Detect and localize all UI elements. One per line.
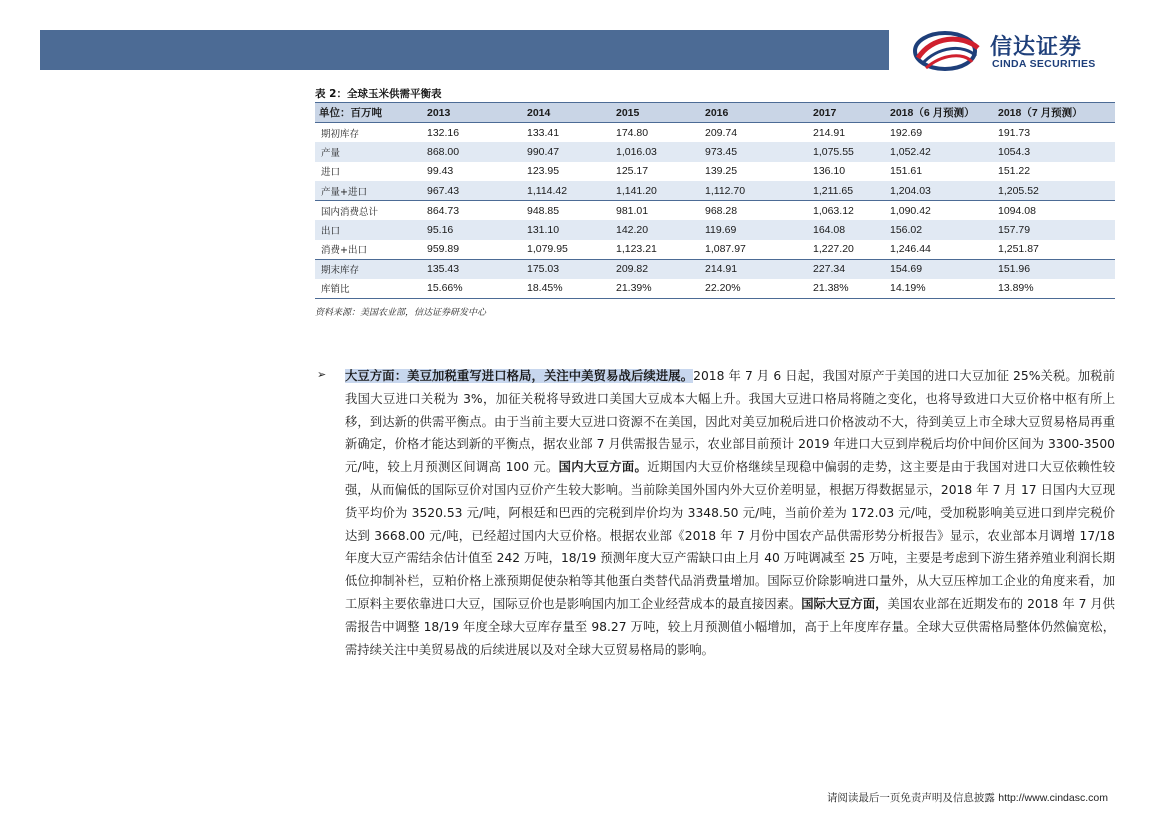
table-header-row xyxy=(315,103,1115,123)
header-bar xyxy=(40,30,889,70)
column-header: 2017 xyxy=(809,103,886,123)
table-cell: 13.89% xyxy=(994,279,1115,299)
paragraph-text: 2018 年 7 月 6 日起，我国对原产于美国的进口大豆加征 25%关税。加税前我国大豆进口关税为 3%，加征关税将导致进口美国大豆成本大幅上升。我国大豆进口格局将随之变化，也将导致进口大豆价格中枢有所上移，到达新的供需平衡点。由于当前主要大豆进口资源不在美国，因此对美豆加税后进口价格波动不大，待到美豆上市全球大豆贸易格局再重新确定，价格才能达到新的平衡点，据农业部 7 月供需报告显示，农业部目前预计 2019 年进口大豆到岸税后均价中间价区间为 3300-3500 元/吨，较上月预测区间调高 100 元。 xyxy=(345,369,1115,475)
row-label-cell: 期末库存 xyxy=(315,259,423,279)
table-cell: 1054.3 xyxy=(994,142,1115,162)
table-cell: 135.43 xyxy=(423,259,523,279)
table-cell: 174.80 xyxy=(616,126,649,139)
section-heading: 大豆方面：美豆加税重写进口格局，关注中美贸易战后续进展。 xyxy=(345,369,694,383)
table-cell: 151.61 xyxy=(890,165,923,178)
table-cell: 131.10 xyxy=(523,220,612,240)
table-cell: 864.73 xyxy=(423,201,523,221)
table-cell: 1,246.44 xyxy=(890,243,931,255)
table-cell: 948.85 xyxy=(523,201,612,221)
table-cell: 959.89 xyxy=(427,243,460,255)
table-cell: 1,123.21 xyxy=(616,243,657,255)
company-logo xyxy=(912,28,1132,76)
table-cell: 175.03 xyxy=(523,259,612,279)
table-cell: 157.79 xyxy=(994,220,1115,240)
disclaimer-notice: 请阅读最后一页免责声明及信息披露 xyxy=(826,792,995,804)
row-label-cell: 消费+出口 xyxy=(321,245,367,256)
table-cell: 21.39% xyxy=(612,279,701,299)
table-cell: 132.16 xyxy=(427,126,460,139)
table-row xyxy=(315,220,1115,240)
table-cell: 973.45 xyxy=(701,142,809,162)
table-cell: 1,141.20 xyxy=(612,181,701,201)
website-link[interactable]: http://www.cindasc.com xyxy=(998,792,1108,804)
column-header: 2015 xyxy=(612,103,701,123)
table-cell: 1,112.70 xyxy=(701,181,809,201)
table-cell: 14.19% xyxy=(886,279,994,299)
table-cell: 1,204.03 xyxy=(886,181,994,201)
table-cell: 154.69 xyxy=(886,259,994,279)
table-cell: 1,052.42 xyxy=(886,142,994,162)
table-cell: 21.38% xyxy=(809,279,886,299)
analysis-paragraph xyxy=(345,365,1115,661)
supply-demand-table xyxy=(315,102,1115,299)
bullet-arrow-icon: ➢ xyxy=(317,368,327,381)
table-cell: 1,075.55 xyxy=(809,142,886,162)
column-header: 2016 xyxy=(701,103,809,123)
row-label-cell: 期初库存 xyxy=(321,128,360,140)
table-cell: 139.25 xyxy=(705,165,738,178)
table-cell: 227.34 xyxy=(809,259,886,279)
table-cell: 22.20% xyxy=(701,279,809,299)
table-row xyxy=(315,279,1115,299)
row-label-cell: 产量+进口 xyxy=(315,181,423,201)
table-cell: 1,016.03 xyxy=(612,142,701,162)
table-cell: 192.69 xyxy=(890,126,923,139)
table-cell: 1,063.12 xyxy=(809,201,886,221)
subsection-heading: 国际大豆方面， xyxy=(801,596,888,611)
cinda-logo-icon xyxy=(912,28,982,74)
table-cell: 209.74 xyxy=(705,126,738,139)
row-label-cell: 出口 xyxy=(315,220,423,240)
table-source-note: 资料来源：美国农业部，信达证券研发中心 xyxy=(315,308,487,318)
column-header: 2018（7 月预测） xyxy=(994,103,1115,123)
table-cell: 214.91 xyxy=(701,259,809,279)
table-cell: 981.01 xyxy=(612,201,701,221)
table-row xyxy=(315,162,1115,182)
brand-name-cn: 信达证券 xyxy=(990,35,1083,60)
table-cell: 868.00 xyxy=(423,142,523,162)
column-header: 单位：百万吨 xyxy=(315,103,423,123)
table-cell: 968.28 xyxy=(701,201,809,221)
table-cell: 1,114.42 xyxy=(523,181,612,201)
table-cell: 1,211.65 xyxy=(809,181,886,201)
table-cell: 15.66% xyxy=(423,279,523,299)
table-cell: 164.08 xyxy=(809,220,886,240)
table-caption: 表 2：全球玉米供需平衡表 xyxy=(315,88,442,100)
row-label-cell: 进口 xyxy=(321,167,341,179)
table-row xyxy=(315,240,1115,260)
table-cell: 1094.08 xyxy=(994,201,1115,221)
table-cell: 1,205.52 xyxy=(994,181,1115,201)
table-cell: 990.47 xyxy=(523,142,612,162)
table-cell: 99.43 xyxy=(427,165,454,178)
page-footer xyxy=(827,790,1108,805)
column-header: 2013 xyxy=(423,103,523,123)
table-cell: 18.45% xyxy=(523,279,612,299)
table-cell: 123.95 xyxy=(527,165,560,178)
table-row xyxy=(315,259,1115,279)
table-cell: 967.43 xyxy=(423,181,523,201)
table-cell: 214.91 xyxy=(813,126,846,139)
row-label-cell: 产量 xyxy=(315,142,423,162)
subsection-heading: 国内大豆方面。 xyxy=(558,460,648,475)
table-cell: 95.16 xyxy=(423,220,523,240)
table-cell: 209.82 xyxy=(612,259,701,279)
table-cell: 151.96 xyxy=(994,259,1115,279)
table-cell: 119.69 xyxy=(701,220,809,240)
table-cell: 142.20 xyxy=(612,220,701,240)
table-row xyxy=(315,142,1115,162)
table-row xyxy=(315,201,1115,221)
table-row xyxy=(315,123,1115,143)
table-cell: 1,251.87 xyxy=(998,243,1039,255)
table-cell: 125.17 xyxy=(616,165,649,178)
table-cell: 1,087.97 xyxy=(705,243,746,255)
brand-name-en: CINDA SECURITIES xyxy=(992,58,1096,70)
paragraph-text: 美国农业部在近期发布的 2018 年 7 月供需报告中调整 18/19 年度全球大豆库存量至 98.27 万吨，较上月预测值小幅增加，高于上年度库存量。全球大豆供需格局整体仍然偏宽松，需持续关注中美贸易战的后续进展以及对全球大豆贸易格局的影响。 xyxy=(345,596,1115,657)
column-header: 2018（6 月预测） xyxy=(886,103,994,123)
table-cell: 1,227.20 xyxy=(813,243,854,255)
paragraph-text: 近期国内大豆价格继续呈现稳中偏弱的走势，这主要是由于我国对进口大豆依赖性较强，从而偏低的国际豆价对国内豆价产生较大影响。当前除美国外国内外大豆价差明显，根据万得数据显示，2018 年 7 月 17 日国内大豆现货平均价为 3520.53 元/吨，阿根廷和巴西的完税到岸价均为 3348.50 元/吨，当前价差为 172.03 元/吨，受加税影响美豆进口到岸完税价达到 3668.00 元/吨，已经超过国内大豆价格。根据农业部《2018 年 7 月份中国农产品供需形势分析报告》显示，农业部本月调增 17/18 年度大豆产需结余估计值至 242 万吨，18/19 预测年度大豆产需缺口由上月 40 万吨调减至 25 万吨，主要是考虑到下游生猪养殖业利润长期低位抑制补栏，豆粕价格上涨预期促使杂粕等其他蛋白类替代品消费量增加。国际豆价除影响进口量外，从大豆压榨加工企业的角度来看，加工原料主要依靠进口大豆，国际豆价也是影响国内加工企业经营成本的最直接因素。 xyxy=(345,460,1115,611)
table-cell: 1,090.42 xyxy=(886,201,994,221)
table-row xyxy=(315,181,1115,201)
row-label-cell: 国内消费总计 xyxy=(315,201,423,221)
table-body xyxy=(315,123,1115,299)
row-label-cell: 库销比 xyxy=(315,279,423,299)
supply-demand-table-container xyxy=(315,102,1115,299)
table-cell: 133.41 xyxy=(527,126,560,139)
table-cell: 191.73 xyxy=(998,126,1031,139)
table-cell: 151.22 xyxy=(998,165,1031,178)
table-cell: 136.10 xyxy=(813,165,846,178)
table-cell: 1,079.95 xyxy=(527,243,568,255)
table-cell: 156.02 xyxy=(886,220,994,240)
column-header: 2014 xyxy=(523,103,612,123)
